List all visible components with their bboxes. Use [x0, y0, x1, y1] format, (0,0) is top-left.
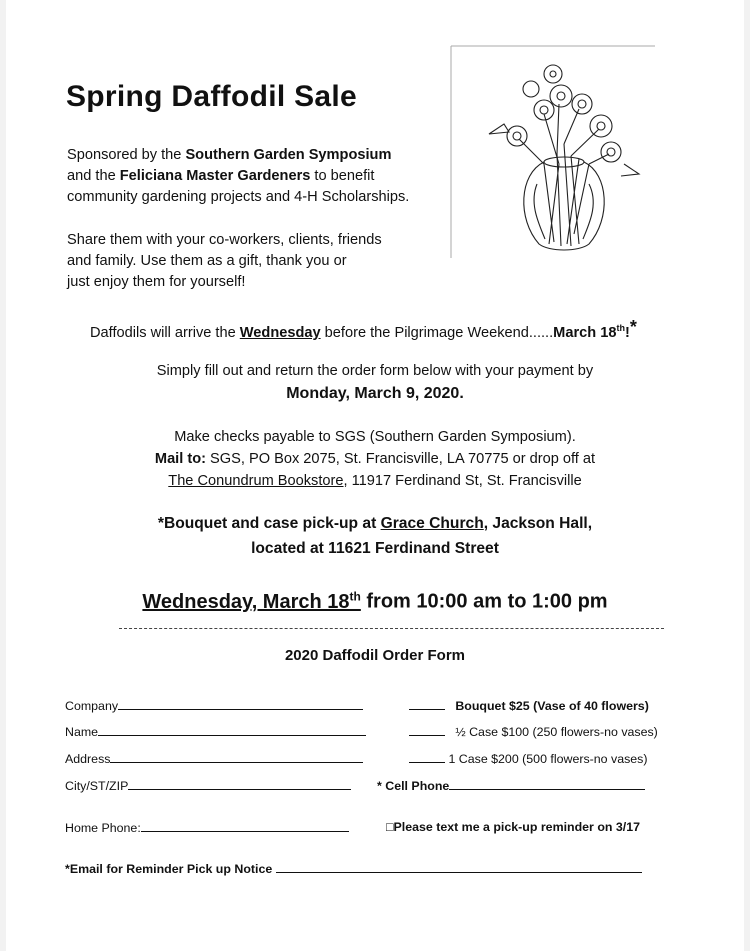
city-state-zip-field[interactable]: City/ST/ZIP [65, 778, 351, 793]
home-phone-field[interactable]: Home Phone: [65, 820, 349, 835]
sponsor-fmg: Feliciana Master Gardeners [119, 168, 311, 184]
email-field[interactable]: *Email for Reminder Pick up Notice [65, 861, 642, 876]
option-full-case[interactable]: 1 Case $200 (500 flowers-no vases) [409, 751, 648, 766]
dropoff-line: The Conundrum Bookstore, 11917 Ferdinand St, St. Francisville [168, 473, 582, 489]
sponsor-sgs: Southern Garden Symposium [185, 147, 392, 163]
pickup-location-line2: located at 11621 Ferdinand Street [251, 540, 499, 557]
cut-line [119, 628, 664, 629]
intro-paragraph-1: Sponsored by the Southern Garden Symposium and the Feliciana Master Gardeners to benefit community gardening projects and 4-H Scholarships. [67, 147, 410, 205]
address-field[interactable]: Address [65, 751, 363, 766]
option-bouquet[interactable]: Bouquet $25 (Vase of 40 flowers) [409, 698, 649, 713]
order-deadline-line1: Simply fill out and return the order form below with your payment by [156, 363, 594, 379]
cell-phone-field[interactable]: * Cell Phone [377, 778, 645, 793]
intro-paragraph-2: Share them with your co-workers, clients, friends and family. Use them as a gift, thank you or just enjoy them for yourself! [67, 232, 382, 290]
payment-line: Make checks payable to SGS (Southern Garden Symposium). [174, 429, 576, 445]
event-date-time: Wednesday, March 18th from 10:00 am to 1:00 pm [142, 589, 608, 613]
page-title: Spring Daffodil Sale [66, 80, 358, 113]
company-field[interactable]: Company [65, 698, 363, 713]
text-reminder-checkbox[interactable]: □Please text me a pick-up reminder on 3/17 [386, 820, 641, 834]
daffodil-vase-illustration [449, 44, 659, 264]
bookstore-name: The Conundrum Bookstore [168, 473, 344, 489]
arrival-notice: Daffodils will arrive the Wednesday before the Pilgrimage Weekend......March 18th!* [90, 316, 637, 341]
order-deadline-date: Monday, March 9, 2020. [286, 385, 464, 402]
option-half-case[interactable]: ½ Case $100 (250 flowers-no vases) [409, 724, 658, 739]
order-form-title: 2020 Daffodil Order Form [284, 647, 466, 664]
mail-to-line: Mail to: SGS, PO Box 2075, St. Francisville, LA 70775 or drop off at [154, 451, 596, 467]
pickup-location-line1: *Bouquet and case pick-up at Grace Church, Jackson Hall, [157, 515, 593, 532]
flyer-page [6, 0, 744, 951]
name-field[interactable]: Name [65, 724, 366, 739]
